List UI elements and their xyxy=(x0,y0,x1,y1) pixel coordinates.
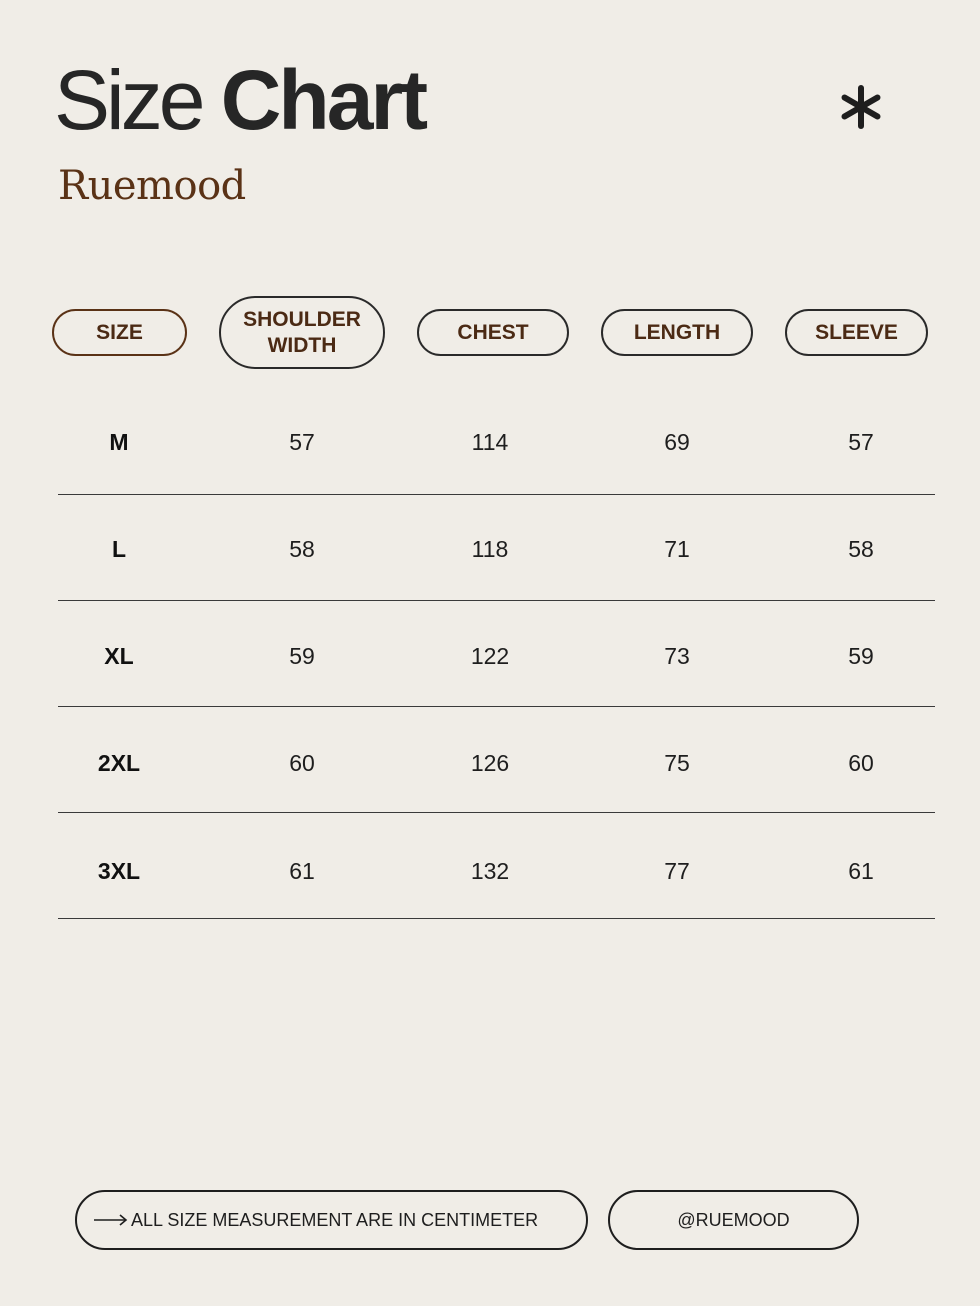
table-cell-shoulder-width: 61 xyxy=(289,858,315,884)
column-header-shoulder-width xyxy=(219,296,385,369)
measurement-note xyxy=(75,1190,588,1250)
title-light: Size xyxy=(54,53,202,147)
table-cell-size: M xyxy=(109,429,129,455)
column-header-size xyxy=(52,309,187,356)
column-header-label: SLEEVE xyxy=(815,320,898,344)
page-title xyxy=(54,52,425,148)
table-cell-chest: 118 xyxy=(471,536,509,562)
table-cell-size: XL xyxy=(104,643,134,669)
column-header-label: SIZE xyxy=(96,320,143,344)
table-cell-sleeve: 59 xyxy=(848,643,874,669)
column-header-label: SHOULDER WIDTH xyxy=(243,307,361,357)
brand-name: Ruemood xyxy=(58,163,246,209)
table-cell-chest: 132 xyxy=(470,858,510,884)
table-cell-length: 75 xyxy=(664,750,690,776)
table-cell-chest: 122 xyxy=(470,643,510,669)
row-divider xyxy=(58,494,935,495)
row-divider xyxy=(58,706,935,707)
table-cell-length: 71 xyxy=(664,536,690,562)
table-cell-length: 69 xyxy=(664,429,690,455)
table-cell-chest: 114 xyxy=(471,429,509,455)
asterisk-icon xyxy=(836,82,886,132)
table-cell-size: 3XL xyxy=(97,858,141,884)
column-header-label: LENGTH xyxy=(633,320,721,344)
table-cell-sleeve: 58 xyxy=(848,536,874,562)
title-bold: Chart xyxy=(220,53,426,147)
social-handle-text: @RUEMOOD xyxy=(677,1209,790,1230)
measurement-note-text: ALL SIZE MEASUREMENT ARE IN CENTIMETER xyxy=(131,1209,539,1230)
arrow-right-icon xyxy=(93,1213,129,1227)
table-cell-shoulder-width: 59 xyxy=(289,643,315,669)
table-cell-shoulder-width: 60 xyxy=(289,750,315,776)
table-cell-length: 77 xyxy=(664,858,690,884)
table-cell-size: 2XL xyxy=(97,750,141,776)
table-cell-chest: 126 xyxy=(470,750,510,776)
column-header-sleeve xyxy=(785,309,928,356)
table-cell-length: 73 xyxy=(664,643,690,669)
table-cell-size: L xyxy=(111,536,127,562)
table-cell-shoulder-width: 57 xyxy=(289,429,315,455)
row-divider xyxy=(58,812,935,813)
table-cell-sleeve: 57 xyxy=(848,429,874,455)
column-header-chest xyxy=(417,309,569,356)
table-cell-sleeve: 61 xyxy=(848,858,874,884)
social-handle[interactable] xyxy=(608,1190,859,1250)
table-cell-sleeve: 60 xyxy=(848,750,874,776)
table-cell-shoulder-width: 58 xyxy=(289,536,315,562)
column-header-length xyxy=(601,309,753,356)
column-header-label: CHEST xyxy=(457,320,529,344)
row-divider xyxy=(58,600,935,601)
row-divider xyxy=(58,918,935,919)
